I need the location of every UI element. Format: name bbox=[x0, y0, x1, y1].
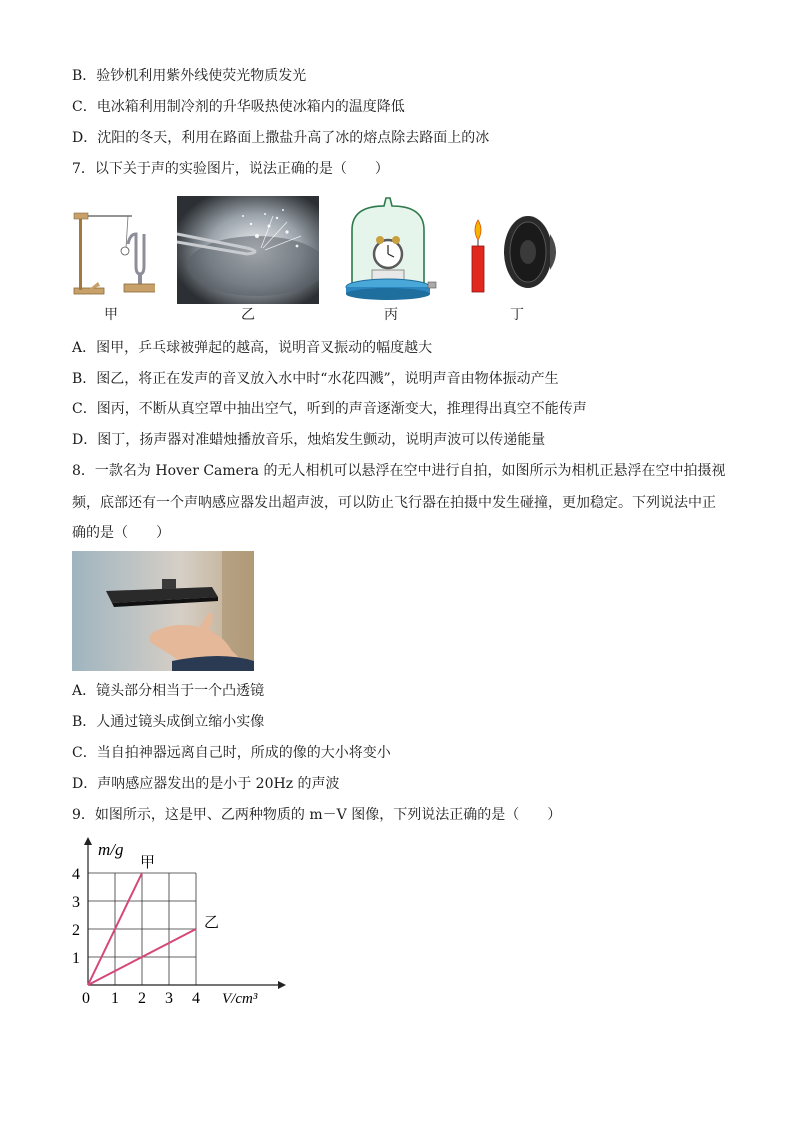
q6-option-c: C．电冰箱利用制冷剂的升华吸热使冰箱内的温度降低 bbox=[72, 99, 405, 115]
tuning-fork-water-photo bbox=[177, 196, 319, 304]
q8-option-a: A．镜头部分相当于一个凸透镜 bbox=[72, 683, 265, 699]
y-tick-label: 2 bbox=[72, 922, 80, 939]
q8-option-c: C．当自拍神器远离自己时，所成的像的大小将变小 bbox=[72, 745, 391, 761]
x-axis-label: V/cm³ bbox=[222, 991, 258, 1007]
series-label-1: 乙 bbox=[204, 913, 220, 931]
y-tick-label: 3 bbox=[72, 894, 80, 911]
y-tick-label: 1 bbox=[72, 950, 80, 967]
caption-bing: 丙 bbox=[384, 307, 398, 323]
q8-stem-line3: 确的是（ ） bbox=[72, 525, 170, 541]
q7-option-b: B．图乙，将正在发声的音叉放入水中时“水花四溅”，说明声音由物体振动产生 bbox=[72, 371, 559, 387]
bell-jar-alarm-clock-icon bbox=[344, 196, 439, 302]
series-label-0: 甲 bbox=[140, 853, 156, 871]
candle-speaker-icon bbox=[466, 212, 566, 294]
x-tick-label: 2 bbox=[138, 990, 146, 1007]
m-v-graph bbox=[60, 835, 290, 1020]
q7-option-c: C．图丙，不断从真空罩中抽出空气，听到的声音逐渐变大，推理得出真空不能传声 bbox=[72, 401, 587, 417]
y-tick-label: 4 bbox=[72, 866, 80, 883]
q8-stem-line2: 频，底部还有一个声呐感应器发出超声波，可以防止飞行器在拍摄中发生碰撞，更加稳定。下列说法中正 bbox=[72, 495, 716, 511]
q7-option-d: D．图丁，扬声器对准蜡烛播放音乐，烛焰发生颤动，说明声波可以传递能量 bbox=[72, 432, 546, 448]
hover-camera-photo bbox=[72, 551, 254, 671]
x-tick-label: 3 bbox=[165, 990, 173, 1007]
x-tick-label: 0 bbox=[82, 990, 90, 1007]
q8-option-b: B．人通过镜头成倒立缩小实像 bbox=[72, 714, 265, 730]
caption-ding: 丁 bbox=[510, 307, 524, 323]
x-tick-label: 1 bbox=[111, 990, 119, 1007]
x-axis-arrow bbox=[278, 981, 286, 989]
q6-option-d: D．沈阳的冬天，利用在路面上撒盐升高了冰的熔点除去路面上的冰 bbox=[72, 130, 490, 146]
tuning-fork-pingpong-icon bbox=[70, 204, 155, 300]
q6-option-b: B．验钞机利用紫外线使荧光物质发光 bbox=[72, 68, 307, 84]
y-axis-label: m/g bbox=[98, 840, 124, 859]
q8-stem-line1: 8．一款名为 Hover Camera 的无人相机可以悬浮在空中进行自拍，如图所示为相机正悬浮在空中拍摄视 bbox=[72, 463, 726, 479]
q7-stem: 7．以下关于声的实验图片，说法正确的是（ ） bbox=[72, 161, 389, 177]
q8-option-d: D．声呐感应器发出的是小于 20Hz 的声波 bbox=[72, 776, 340, 792]
x-tick-label: 4 bbox=[192, 990, 200, 1007]
caption-jia: 甲 bbox=[104, 307, 118, 323]
y-axis-arrow bbox=[84, 837, 92, 845]
q9-stem: 9．如图所示，这是甲、乙两种物质的 m－V 图像，下列说法正确的是（ ） bbox=[72, 807, 562, 823]
q7-option-a: A．图甲，乒乓球被弹起的越高，说明音叉振动的幅度越大 bbox=[72, 340, 433, 356]
caption-yi: 乙 bbox=[241, 307, 255, 323]
